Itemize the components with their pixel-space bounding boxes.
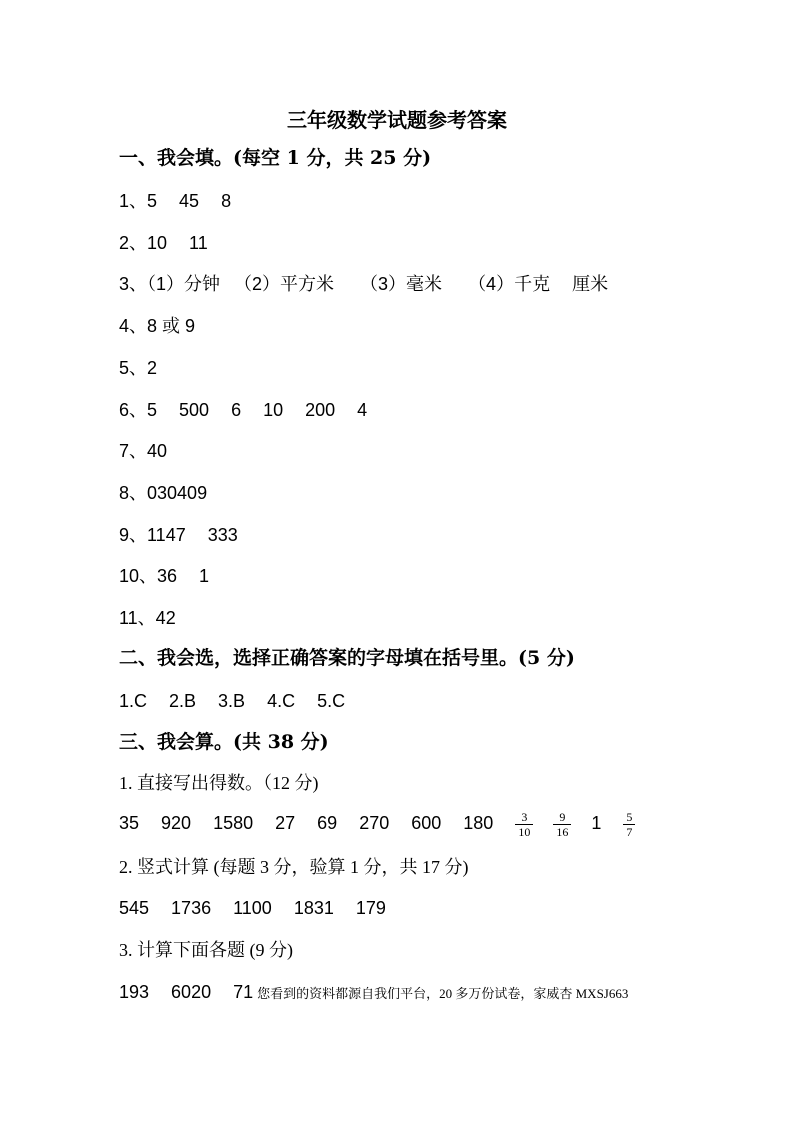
answer-line-8: 8、030409 [119, 483, 208, 503]
part2-answers: 545 1736 1100 1831 179 [119, 898, 386, 918]
source-note: 您看到的资料都源自我们平台，20 多万份试卷，家威杏 MXSJ663 [257, 986, 629, 1001]
fraction-1: $\frac{3}{10}$ [515, 810, 533, 839]
part1-label: 1. 直接写出得数。（12 分) [119, 773, 319, 793]
part3-label: 3. 计算下面各题 (9 分) [119, 940, 293, 960]
answer-line-7: 7、40 [119, 441, 168, 461]
answer-line-4: 4、8 或 9 [119, 316, 196, 336]
answer-line-5: 5、2 [119, 358, 158, 378]
answer-line-2: 2、10 11 [119, 233, 208, 253]
answer-line-3: 3、（1）分钟 （2）平方米 （3）毫米 （4）千克 厘米 [119, 274, 609, 294]
choice-answers: 1.C 2.B 3.B 4.C 5.C [119, 691, 346, 711]
answer-line-1: 1、5 45 8 [119, 191, 232, 211]
page-title: 三年级数学试题参考答案 [287, 108, 507, 132]
part2-label: 2. 竖式计算 (每题 3 分，验算 1 分，共 17 分) [119, 857, 469, 877]
part3-answers: 193 6020 71 您看到的资料都源自我们平台，20 多万份试卷，家威杏 MXSJ663 [119, 982, 629, 1002]
fraction-2: $\frac{9}{16}$ [553, 810, 571, 839]
answer-line-10: 10、36 1 [119, 566, 210, 586]
part1-answers: 35 920 1580 27 69 270 600 180 $\frac{3}{10}$ $\frac{9}{16}$ 1 $\frac{5}{7}$ [119, 808, 655, 839]
section1-heading: 一、我会填。(每空 1 分，共 25 分) [119, 147, 432, 169]
answer-line-9: 9、1147 333 [119, 525, 238, 545]
fraction-3: $\frac{5}{7}$ [623, 810, 635, 839]
answer-line-6: 6、5 500 6 10 200 4 [119, 400, 368, 420]
section3-heading: 三、我会算。(共 38 分) [119, 731, 329, 753]
section2-heading: 二、我会选，选择正确答案的字母填在括号里。(5 分) [119, 647, 575, 669]
answer-line-11: 11、42 [119, 608, 176, 628]
